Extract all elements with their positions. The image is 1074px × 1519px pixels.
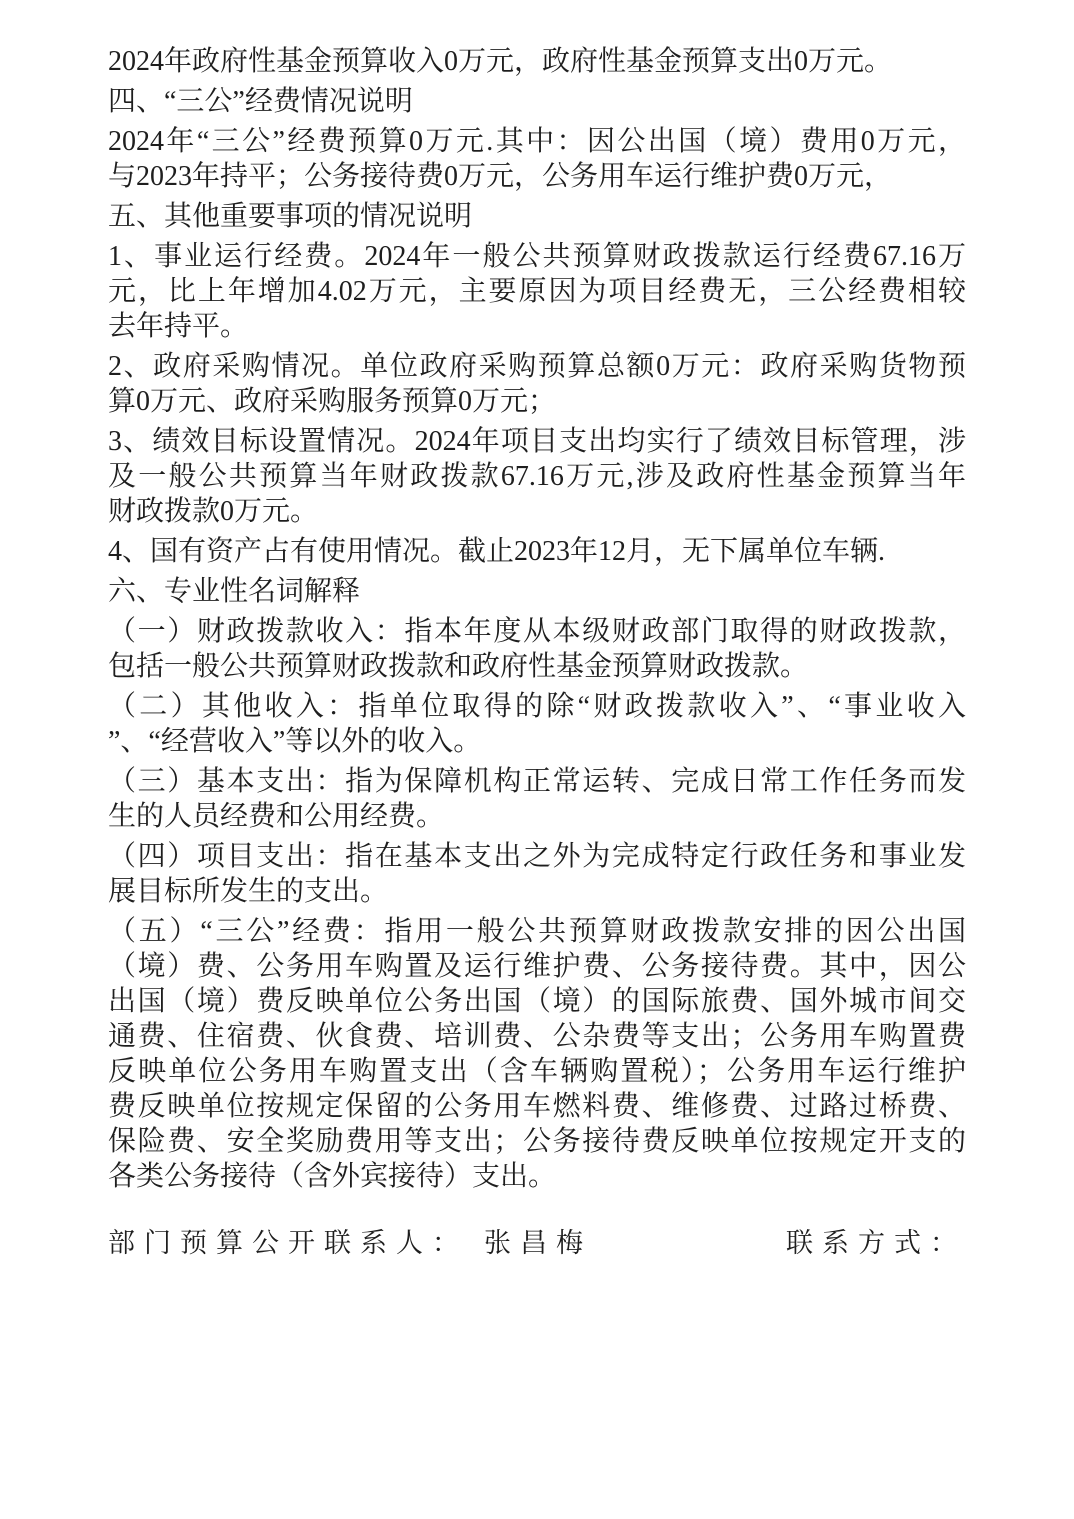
document-body bbox=[108, 44, 966, 1199]
text-line: （四）项目支出：指在基本支出之外为完成特定行政任务和事业发 bbox=[108, 841, 966, 872]
paragraph bbox=[108, 574, 966, 609]
contact-person-name: 张昌梅 bbox=[484, 1228, 592, 1258]
text-line: 2024年“三公”经费预算0万元.其中：因公出国（境）费用0万元， bbox=[108, 126, 966, 157]
text-line: 反映单位公务用车购置支出（含车辆购置税）；公务用车运行维护 bbox=[108, 1056, 966, 1087]
text-line: 与2023年持平；公务接待费0万元，公务用车运行维护费0万元， bbox=[108, 161, 893, 192]
contact-left-group bbox=[108, 1226, 592, 1260]
text-line: 六、专业性名词解释 bbox=[108, 576, 361, 607]
text-line: 各类公务接待（含外宾接待）支出。 bbox=[108, 1161, 557, 1192]
paragraph bbox=[108, 614, 966, 684]
text-line: （一）财政拨款收入：指本年度从本级财政部门取得的财政拨款， bbox=[108, 616, 966, 647]
contact-line bbox=[108, 1226, 966, 1260]
text-line: （三）基本支出：指为保障机构正常运转、完成日常工作任务而发 bbox=[108, 766, 966, 797]
text-line: 2024年政府性基金预算收入0万元，政府性基金预算支出0万元。 bbox=[108, 46, 893, 77]
text-line: 去年持平。 bbox=[108, 311, 249, 342]
paragraph bbox=[108, 124, 966, 194]
paragraph bbox=[108, 839, 966, 909]
contact-person-label: 部门预算公开联系人： bbox=[108, 1228, 468, 1258]
paragraph bbox=[108, 534, 966, 569]
text-line: 算0万元、政府采购服务预算0万元； bbox=[108, 386, 557, 417]
text-line: 1、事业运行经费。2024年一般公共预算财政拨款运行经费67.16万 bbox=[108, 241, 966, 272]
paragraph bbox=[108, 199, 966, 234]
text-line: ”、“经营收入”等以外的收入。 bbox=[108, 726, 482, 757]
text-line: 4、国有资产占有使用情况。截止2023年12月，无下属单位车辆. bbox=[108, 536, 886, 567]
text-line: （二）其他收入：指单位取得的除“财政拨款收入”、“事业收入 bbox=[108, 691, 966, 722]
text-line: （境）费、公务用车购置及运行维护费、公务接待费。其中，因公 bbox=[108, 951, 966, 982]
text-line: 展目标所发生的支出。 bbox=[108, 876, 389, 907]
text-line: 及一般公共预算当年财政拨款67.16万元,涉及政府性基金预算当年 bbox=[108, 461, 966, 492]
text-line: 元，比上年增加4.02万元，主要原因为项目经费无，三公经费相较 bbox=[108, 276, 966, 307]
paragraph bbox=[108, 424, 966, 529]
text-line: 出国（境）费反映单位公务出国（境）的国际旅费、国外城市间交 bbox=[108, 986, 966, 1017]
text-line: 财政拨款0万元。 bbox=[108, 496, 319, 527]
text-line: 3、绩效目标设置情况。2024年项目支出均实行了绩效目标管理，涉 bbox=[108, 426, 966, 457]
text-line: 保险费、安全奖励费用等支出；公务接待费反映单位按规定开支的 bbox=[108, 1126, 966, 1157]
paragraph bbox=[108, 84, 966, 119]
text-line: 五、其他重要事项的情况说明 bbox=[108, 201, 473, 232]
text-line: 费反映单位按规定保留的公务用车燃料费、维修费、过路过桥费、 bbox=[108, 1091, 966, 1122]
paragraph bbox=[108, 349, 966, 419]
paragraph bbox=[108, 44, 966, 79]
text-line: 包括一般公共预算财政拨款和政府性基金预算财政拨款。 bbox=[108, 651, 809, 682]
paragraph bbox=[108, 914, 966, 1194]
text-line: 生的人员经费和公用经费。 bbox=[108, 801, 445, 832]
paragraph bbox=[108, 689, 966, 759]
paragraph bbox=[108, 764, 966, 834]
contact-method-label: 联系方式： bbox=[786, 1228, 966, 1258]
text-line: 通费、住宿费、伙食费、培训费、公杂费等支出；公务用车购置费 bbox=[108, 1021, 966, 1052]
text-line: （五）“三公”经费：指用一般公共预算财政拨款安排的因公出国 bbox=[108, 916, 966, 947]
text-line: 四、“三公”经费情况说明 bbox=[108, 86, 413, 117]
text-line: 2、政府采购情况。单位政府采购预算总额0万元：政府采购货物预 bbox=[108, 351, 966, 382]
paragraph bbox=[108, 239, 966, 344]
